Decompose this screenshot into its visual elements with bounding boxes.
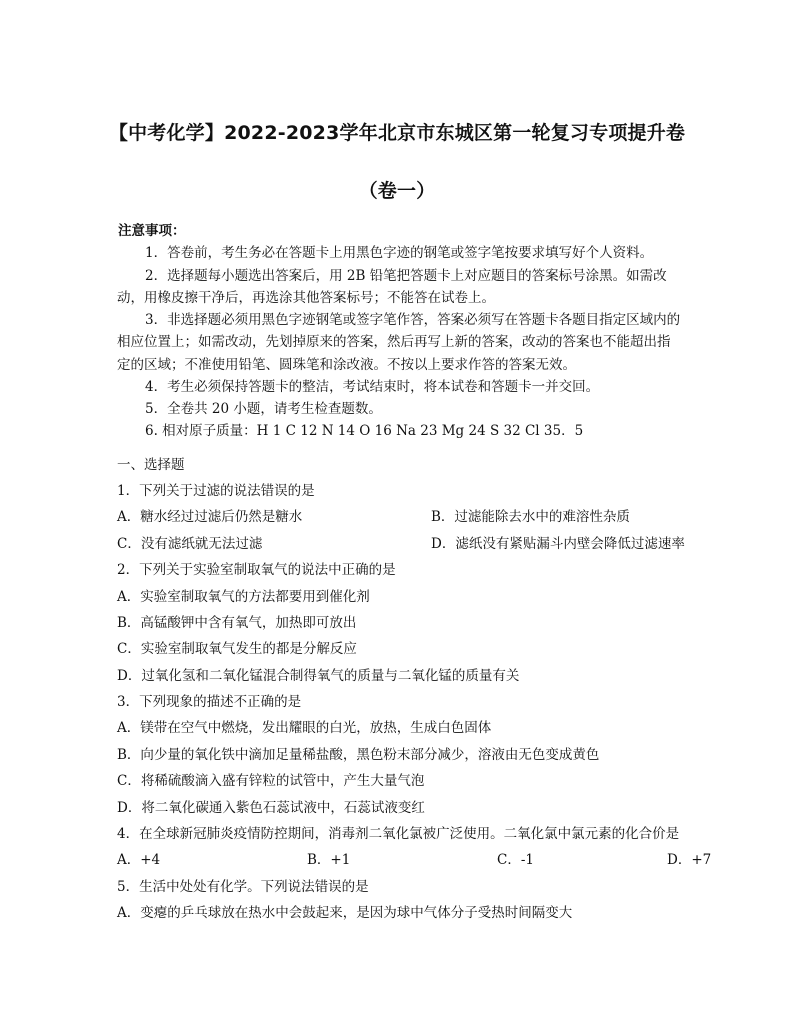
question-option: D．过氧化氢和二氧化锰混合制得氧气的质量与二氧化锰的质量有关: [117, 668, 520, 684]
question-option: B．过滤能除去水中的难溶性杂质: [431, 509, 630, 525]
question-stem: 4．在全球新冠肺炎疫情防控期间，消毒剂二氧化氯被广泛使用。二氧化氯中氯元素的化合价是: [117, 826, 680, 842]
notice-line: 4．考生必须保持答题卡的整洁，考试结束时，将本试卷和答题卡一并交回。: [145, 379, 600, 395]
question-stem: 1．下列关于过滤的说法错误的是: [117, 483, 315, 499]
question-option: C．将稀硫酸滴入盛有锌粒的试管中，产生大量气泡: [117, 773, 425, 789]
section-heading: 一、选择题: [117, 457, 185, 473]
question-option: B．向少量的氧化铁中滴加足量稀盐酸，黑色粉末部分减少，溶液由无色变成黄色: [117, 747, 600, 763]
question-option: A．变瘪的乒乓球放在热水中会鼓起来，是因为球中气体分子受热时间隔变大: [117, 905, 573, 921]
notice-line: 5．全卷共 20 小题，请考生检查题数。: [145, 401, 382, 417]
exam-subtitle: （卷一）: [358, 180, 436, 202]
question-option: B．高锰酸钾中含有氧气，加热即可放出: [117, 615, 357, 631]
notice-line: 定的区域；不准使用铅笔、圆珠笔和涂改液。不按以上要求作答的答案无效。: [117, 357, 576, 373]
question-option: D．将二氧化碳通入紫色石蕊试液中，石蕊试液变红: [117, 800, 425, 816]
question-stem: 3．下列现象的描述不正确的是: [117, 694, 302, 710]
question-option: A．+4: [117, 852, 161, 868]
notice-line-atomic-mass: 6. 相对原子质量：H 1 C 12 N 14 O 16 Na 23 Mg 24 S 32 Cl 35．5: [145, 423, 584, 439]
question-stem: 2．下列关于实验室制取氧气的说法中正确的是: [117, 562, 396, 578]
notice-line: 动，用橡皮擦干净后，再选涂其他答案标号；不能答在试卷上。: [117, 290, 495, 306]
question-option: D．滤纸没有紧贴漏斗内壁会降低过滤速率: [431, 536, 685, 552]
question-option: D．+7: [667, 852, 712, 868]
notice-line: 相应位置上；如需改动，先划掉原来的答案，然后再写上新的答案，改动的答案也不能超出指: [117, 334, 671, 350]
question-stem: 5．生活中处处有化学。下列说法错误的是: [117, 879, 369, 895]
question-option: C．-1: [497, 852, 534, 868]
question-option: A．糖水经过过滤后仍然是糖水: [117, 509, 303, 525]
question-option: B．+1: [307, 852, 351, 868]
question-option: A．实验室制取氧气的方法都要用到催化剂: [117, 589, 370, 605]
notice-line: 3．非选择题必须用黑色字迹钢笔或签字笔作答，答案必须写在答题卡各题目指定区域内的: [145, 312, 681, 328]
exam-title: 【中考化学】2022-2023学年北京市东城区第一轮复习专项提升卷: [108, 122, 686, 144]
notice-heading: 注意事项：: [118, 223, 186, 239]
question-option: C．没有滤纸就无法过滤: [117, 536, 263, 552]
question-option: A．镁带在空气中燃烧，发出耀眼的白光，放热，生成白色固体: [117, 720, 492, 736]
notice-line: 2．选择题每小题选出答案后，用 2B 铅笔把答题卡上对应题目的答案标号涂黑。如需改: [145, 268, 667, 284]
notice-line: 1．答卷前，考生务必在答题卡上用黑色字迹的钢笔或签字笔按要求填写好个人资料。: [145, 245, 654, 261]
question-option: C．实验室制取氧气发生的都是分解反应: [117, 641, 357, 657]
